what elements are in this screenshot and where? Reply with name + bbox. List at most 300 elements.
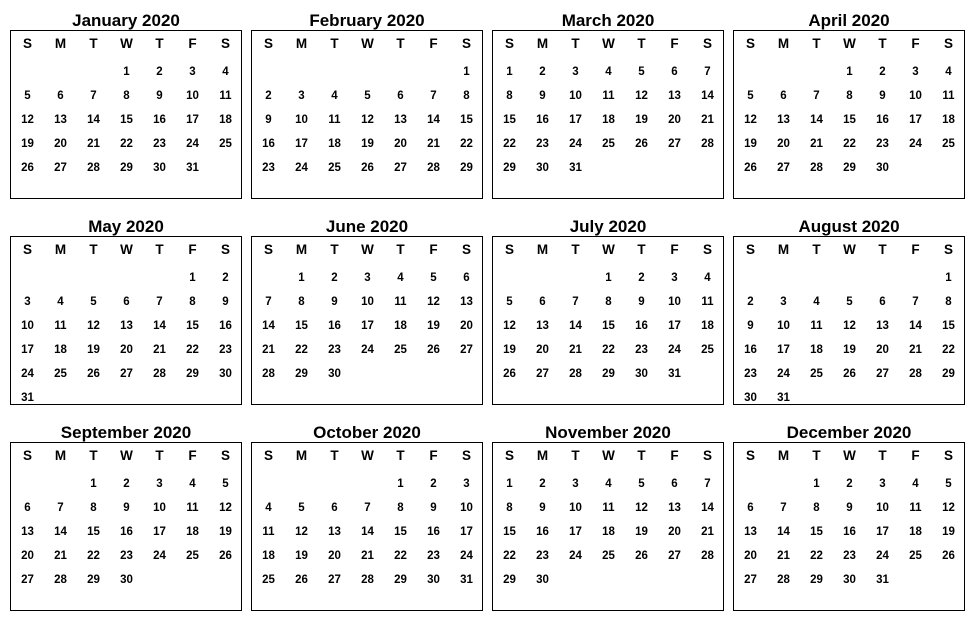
day-cell: 15 xyxy=(295,320,308,332)
day-cell: 29 xyxy=(460,162,473,174)
day-cell: 4 xyxy=(397,272,404,284)
day-cell: 7 xyxy=(813,90,820,102)
day-cell: 27 xyxy=(21,574,34,586)
weekday-label: T xyxy=(878,242,887,257)
day-cell: 12 xyxy=(21,114,34,126)
day-cell: 27 xyxy=(328,574,341,586)
day-cell: 14 xyxy=(909,320,922,332)
day-cell: 22 xyxy=(295,344,308,356)
day-cell: 19 xyxy=(427,320,440,332)
weekday-label: T xyxy=(155,448,164,463)
month-grid xyxy=(251,442,483,611)
day-cell: 5 xyxy=(638,66,645,78)
weekday-label: F xyxy=(670,36,679,51)
weekday-label: M xyxy=(777,448,790,463)
day-cell: 21 xyxy=(361,550,374,562)
day-cell: 19 xyxy=(503,344,516,356)
day-cell: 11 xyxy=(54,320,67,332)
weekday-label: F xyxy=(429,448,438,463)
month-title: May 2020 xyxy=(88,217,164,236)
day-cell: 16 xyxy=(153,114,166,126)
day-cell: 7 xyxy=(704,66,711,78)
day-cell: 13 xyxy=(668,502,681,514)
day-cell: 22 xyxy=(394,550,407,562)
day-cell: 16 xyxy=(536,114,549,126)
weekday-header-row xyxy=(493,448,723,468)
weekday-label: S xyxy=(745,448,755,463)
day-cell: 22 xyxy=(942,344,955,356)
day-cell: 23 xyxy=(328,344,341,356)
day-cell: 17 xyxy=(186,114,199,126)
day-cell: 2 xyxy=(747,296,754,308)
day-cell: 2 xyxy=(846,478,853,490)
weekday-label: S xyxy=(943,36,953,51)
day-cell: 27 xyxy=(394,162,407,174)
day-cell: 18 xyxy=(701,320,714,332)
day-cell: 10 xyxy=(909,90,922,102)
day-cell: 26 xyxy=(87,368,100,380)
weekday-label: T xyxy=(396,242,405,257)
day-cell: 10 xyxy=(777,320,790,332)
day-cell: 20 xyxy=(668,114,681,126)
day-cell: 11 xyxy=(942,90,955,102)
weekday-label: M xyxy=(295,36,308,51)
day-cell: 6 xyxy=(671,66,678,78)
day-cell: 17 xyxy=(153,526,166,538)
day-cell: 4 xyxy=(813,296,820,308)
day-cell: 30 xyxy=(744,392,757,404)
weekday-label: F xyxy=(188,242,197,257)
day-cell: 28 xyxy=(87,162,100,174)
day-cell: 8 xyxy=(945,296,952,308)
day-cell: 6 xyxy=(123,296,130,308)
day-cell: 15 xyxy=(87,526,100,538)
month-grid xyxy=(733,442,965,611)
day-cell: 11 xyxy=(219,90,232,102)
weekday-label: T xyxy=(155,242,164,257)
day-cell: 2 xyxy=(156,66,163,78)
day-cell: 13 xyxy=(668,90,681,102)
day-cell: 28 xyxy=(777,574,790,586)
month-title: August 2020 xyxy=(798,217,900,236)
weekday-label: T xyxy=(330,242,339,257)
day-cell: 2 xyxy=(331,272,338,284)
day-cell: 28 xyxy=(810,162,823,174)
day-cell: 2 xyxy=(539,66,546,78)
day-cell: 5 xyxy=(945,478,952,490)
day-cell: 29 xyxy=(810,574,823,586)
day-cell: 22 xyxy=(503,550,516,562)
day-cell: 13 xyxy=(460,296,473,308)
day-cell: 16 xyxy=(120,526,133,538)
day-cell: 24 xyxy=(153,550,166,562)
day-cell: 3 xyxy=(24,296,31,308)
weekday-label: W xyxy=(361,448,374,463)
day-cell: 5 xyxy=(747,90,754,102)
day-cell: 1 xyxy=(945,272,952,284)
weekday-label: W xyxy=(120,36,133,51)
day-cell: 30 xyxy=(328,368,341,380)
day-cell: 23 xyxy=(876,138,889,150)
day-cell: 8 xyxy=(506,90,513,102)
day-cell: 25 xyxy=(909,550,922,562)
day-cell: 23 xyxy=(120,550,133,562)
day-cell: 22 xyxy=(87,550,100,562)
day-cell: 10 xyxy=(153,502,166,514)
day-cell: 8 xyxy=(298,296,305,308)
day-cell: 21 xyxy=(777,550,790,562)
day-cell: 15 xyxy=(460,114,473,126)
day-cell: 5 xyxy=(24,90,31,102)
day-cell: 29 xyxy=(503,162,516,174)
weekday-label: M xyxy=(54,36,67,51)
day-cell: 1 xyxy=(123,66,130,78)
day-cell: 13 xyxy=(536,320,549,332)
day-cell: 16 xyxy=(635,320,648,332)
day-cell: 8 xyxy=(605,296,612,308)
day-cell: 2 xyxy=(123,478,130,490)
day-cell: 29 xyxy=(503,574,516,586)
weekday-label: T xyxy=(637,448,646,463)
weekday-header-row xyxy=(252,36,482,56)
day-cell: 14 xyxy=(427,114,440,126)
day-cell: 10 xyxy=(460,502,473,514)
day-cell: 2 xyxy=(265,90,272,102)
day-cell: 6 xyxy=(539,296,546,308)
day-cell: 6 xyxy=(671,478,678,490)
month-grid xyxy=(492,236,724,405)
weekday-label: T xyxy=(330,36,339,51)
day-cell: 6 xyxy=(879,296,886,308)
day-cell: 17 xyxy=(361,320,374,332)
day-cell: 6 xyxy=(57,90,64,102)
day-cell: 13 xyxy=(54,114,67,126)
day-cell: 27 xyxy=(744,574,757,586)
day-cell: 8 xyxy=(463,90,470,102)
weekday-label: S xyxy=(504,242,514,257)
day-cell: 17 xyxy=(460,526,473,538)
day-cell: 4 xyxy=(57,296,64,308)
day-cell: 3 xyxy=(780,296,787,308)
day-cell: 24 xyxy=(569,138,582,150)
day-cell: 13 xyxy=(120,320,133,332)
day-cell: 12 xyxy=(295,526,308,538)
day-cell: 4 xyxy=(331,90,338,102)
day-cell: 21 xyxy=(262,344,275,356)
weekday-label: M xyxy=(536,448,549,463)
weekday-label: S xyxy=(22,448,32,463)
day-cell: 26 xyxy=(843,368,856,380)
weekday-label: S xyxy=(22,242,32,257)
day-cell: 26 xyxy=(427,344,440,356)
weekday-label: S xyxy=(263,242,273,257)
day-cell: 1 xyxy=(605,272,612,284)
weekday-label: T xyxy=(878,448,887,463)
weekday-label: W xyxy=(843,242,856,257)
day-cell: 26 xyxy=(361,162,374,174)
day-cell: 19 xyxy=(21,138,34,150)
day-cell: 24 xyxy=(909,138,922,150)
day-cell: 31 xyxy=(876,574,889,586)
month-grid xyxy=(10,236,242,405)
weekday-label: M xyxy=(536,36,549,51)
day-cell: 30 xyxy=(843,574,856,586)
day-cell: 6 xyxy=(747,502,754,514)
day-cell: 16 xyxy=(843,526,856,538)
day-cell: 5 xyxy=(364,90,371,102)
day-cell: 17 xyxy=(777,344,790,356)
month-title: June 2020 xyxy=(325,217,409,236)
day-cell: 24 xyxy=(21,368,34,380)
day-cell: 16 xyxy=(744,344,757,356)
day-cell: 8 xyxy=(189,296,196,308)
day-cell: 21 xyxy=(701,526,714,538)
day-cell: 9 xyxy=(265,114,272,126)
day-cell: 27 xyxy=(460,344,473,356)
day-cell: 31 xyxy=(186,162,199,174)
day-cell: 30 xyxy=(120,574,133,586)
day-cell: 26 xyxy=(635,550,648,562)
day-cell: 19 xyxy=(744,138,757,150)
day-cell: 11 xyxy=(602,502,615,514)
day-cell: 19 xyxy=(635,114,648,126)
day-cell: 25 xyxy=(602,550,615,562)
day-cell: 2 xyxy=(222,272,229,284)
day-cell: 25 xyxy=(394,344,407,356)
weekday-label: W xyxy=(843,36,856,51)
day-cell: 9 xyxy=(331,296,338,308)
day-cell: 15 xyxy=(843,114,856,126)
day-cell: 2 xyxy=(638,272,645,284)
day-cell: 11 xyxy=(602,90,615,102)
day-cell: 31 xyxy=(460,574,473,586)
day-cell: 9 xyxy=(879,90,886,102)
day-cell: 10 xyxy=(668,296,681,308)
day-cell: 29 xyxy=(87,574,100,586)
day-cell: 28 xyxy=(701,138,714,150)
day-cell: 29 xyxy=(602,368,615,380)
day-cell: 28 xyxy=(262,368,275,380)
day-cell: 19 xyxy=(635,526,648,538)
day-cell: 18 xyxy=(328,138,341,150)
day-cell: 23 xyxy=(843,550,856,562)
day-cell: 3 xyxy=(879,478,886,490)
month-title: February 2020 xyxy=(309,11,425,30)
day-cell: 11 xyxy=(394,296,407,308)
day-cell: 22 xyxy=(186,344,199,356)
weekday-label: T xyxy=(155,36,164,51)
month-title: July 2020 xyxy=(569,217,647,236)
day-cell: 2 xyxy=(430,478,437,490)
day-cell: 6 xyxy=(780,90,787,102)
day-cell: 3 xyxy=(189,66,196,78)
day-cell: 30 xyxy=(219,368,232,380)
day-cell: 25 xyxy=(219,138,232,150)
day-cell: 7 xyxy=(780,502,787,514)
day-cell: 14 xyxy=(569,320,582,332)
weekday-label: T xyxy=(812,36,821,51)
weekday-label: M xyxy=(536,242,549,257)
day-cell: 15 xyxy=(942,320,955,332)
day-cell: 30 xyxy=(536,574,549,586)
weekday-label: S xyxy=(461,242,471,257)
day-cell: 30 xyxy=(153,162,166,174)
day-cell: 26 xyxy=(295,574,308,586)
day-cell: 2 xyxy=(539,478,546,490)
day-cell: 21 xyxy=(701,114,714,126)
day-cell: 18 xyxy=(810,344,823,356)
day-cell: 5 xyxy=(298,502,305,514)
day-cell: 15 xyxy=(810,526,823,538)
day-cell: 24 xyxy=(777,368,790,380)
day-cell: 1 xyxy=(846,66,853,78)
day-cell: 27 xyxy=(777,162,790,174)
day-cell: 7 xyxy=(265,296,272,308)
month-grid xyxy=(10,442,242,611)
day-cell: 16 xyxy=(427,526,440,538)
day-cell: 25 xyxy=(328,162,341,174)
day-cell: 5 xyxy=(222,478,229,490)
weekday-header-row xyxy=(493,36,723,56)
day-cell: 12 xyxy=(87,320,100,332)
day-cell: 9 xyxy=(156,90,163,102)
weekday-header-row xyxy=(734,36,964,56)
day-cell: 26 xyxy=(744,162,757,174)
day-cell: 24 xyxy=(569,550,582,562)
day-cell: 10 xyxy=(569,502,582,514)
weekday-label: S xyxy=(702,448,712,463)
day-cell: 14 xyxy=(810,114,823,126)
day-cell: 3 xyxy=(364,272,371,284)
day-cell: 21 xyxy=(54,550,67,562)
day-cell: 1 xyxy=(463,66,470,78)
day-cell: 3 xyxy=(463,478,470,490)
weekday-label: F xyxy=(188,36,197,51)
weekday-label: S xyxy=(745,242,755,257)
day-cell: 14 xyxy=(54,526,67,538)
day-cell: 12 xyxy=(635,90,648,102)
day-cell: 9 xyxy=(222,296,229,308)
weekday-label: W xyxy=(120,242,133,257)
day-cell: 27 xyxy=(668,138,681,150)
day-cell: 12 xyxy=(744,114,757,126)
day-cell: 19 xyxy=(295,550,308,562)
day-cell: 18 xyxy=(262,550,275,562)
day-cell: 19 xyxy=(843,344,856,356)
day-cell: 10 xyxy=(876,502,889,514)
day-cell: 18 xyxy=(909,526,922,538)
day-cell: 28 xyxy=(569,368,582,380)
weekday-label: T xyxy=(89,448,98,463)
day-cell: 1 xyxy=(189,272,196,284)
weekday-label: M xyxy=(295,448,308,463)
weekday-label: W xyxy=(843,448,856,463)
day-cell: 13 xyxy=(744,526,757,538)
day-cell: 12 xyxy=(427,296,440,308)
day-cell: 16 xyxy=(876,114,889,126)
day-cell: 20 xyxy=(536,344,549,356)
day-cell: 29 xyxy=(942,368,955,380)
weekday-label: S xyxy=(22,36,32,51)
day-cell: 4 xyxy=(605,478,612,490)
day-cell: 18 xyxy=(602,114,615,126)
day-cell: 21 xyxy=(909,344,922,356)
day-cell: 21 xyxy=(569,344,582,356)
weekday-label: S xyxy=(745,36,755,51)
weekday-header-row xyxy=(493,242,723,262)
weekday-label: S xyxy=(702,36,712,51)
day-cell: 6 xyxy=(24,502,31,514)
day-cell: 3 xyxy=(298,90,305,102)
day-cell: 24 xyxy=(460,550,473,562)
month-grid xyxy=(733,236,965,405)
day-cell: 11 xyxy=(262,526,275,538)
day-cell: 27 xyxy=(120,368,133,380)
weekday-label: S xyxy=(461,36,471,51)
month-grid xyxy=(492,442,724,611)
day-cell: 14 xyxy=(361,526,374,538)
day-cell: 24 xyxy=(186,138,199,150)
day-cell: 31 xyxy=(21,392,34,404)
day-cell: 1 xyxy=(90,478,97,490)
weekday-label: W xyxy=(602,448,615,463)
day-cell: 3 xyxy=(572,66,579,78)
day-cell: 13 xyxy=(777,114,790,126)
day-cell: 13 xyxy=(328,526,341,538)
day-cell: 24 xyxy=(295,162,308,174)
day-cell: 6 xyxy=(463,272,470,284)
day-cell: 28 xyxy=(361,574,374,586)
day-cell: 20 xyxy=(777,138,790,150)
day-cell: 20 xyxy=(460,320,473,332)
day-cell: 22 xyxy=(460,138,473,150)
weekday-label: W xyxy=(361,242,374,257)
day-cell: 23 xyxy=(536,138,549,150)
weekday-label: M xyxy=(777,242,790,257)
day-cell: 15 xyxy=(120,114,133,126)
weekday-label: F xyxy=(188,448,197,463)
day-cell: 11 xyxy=(328,114,341,126)
day-cell: 24 xyxy=(876,550,889,562)
month-title: April 2020 xyxy=(808,11,890,30)
day-cell: 17 xyxy=(21,344,34,356)
day-cell: 10 xyxy=(295,114,308,126)
day-cell: 13 xyxy=(394,114,407,126)
day-cell: 23 xyxy=(536,550,549,562)
weekday-label: T xyxy=(571,242,580,257)
day-cell: 21 xyxy=(427,138,440,150)
weekday-label: T xyxy=(878,36,887,51)
day-cell: 31 xyxy=(569,162,582,174)
day-cell: 1 xyxy=(397,478,404,490)
day-cell: 30 xyxy=(635,368,648,380)
day-cell: 17 xyxy=(295,138,308,150)
day-cell: 8 xyxy=(123,90,130,102)
day-cell: 16 xyxy=(219,320,232,332)
day-cell: 1 xyxy=(813,478,820,490)
day-cell: 28 xyxy=(54,574,67,586)
day-cell: 3 xyxy=(912,66,919,78)
day-cell: 10 xyxy=(186,90,199,102)
day-cell: 8 xyxy=(813,502,820,514)
day-cell: 9 xyxy=(539,90,546,102)
day-cell: 27 xyxy=(536,368,549,380)
weekday-header-row xyxy=(252,242,482,262)
day-cell: 1 xyxy=(506,478,513,490)
day-cell: 20 xyxy=(876,344,889,356)
day-cell: 23 xyxy=(153,138,166,150)
weekday-label: S xyxy=(943,242,953,257)
